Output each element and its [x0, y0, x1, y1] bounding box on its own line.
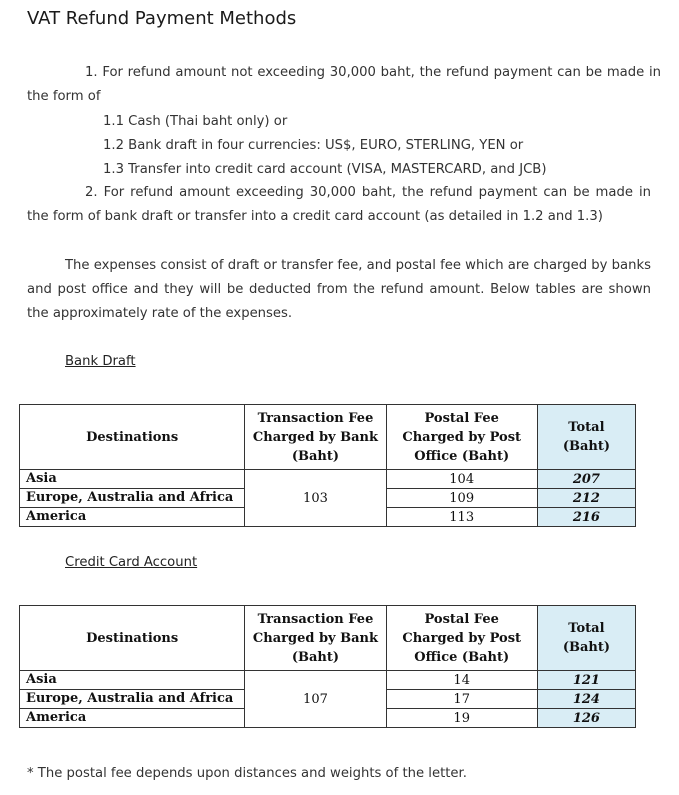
- paragraph-2: 2. For refund amount exceeding 30,000 baht, the refund payment can be made in the form of bank draft or transfer into a credit card account (as detailed in 1.2 and 1.3): [27, 185, 651, 224]
- table-row: [20, 671, 636, 690]
- header-postal-fee: Postal Fee Charged by Post Office (Baht): [386, 405, 537, 470]
- credit-card-table: [19, 605, 636, 728]
- destination-cell: Asia: [20, 470, 245, 489]
- header-destinations: Destinations: [20, 405, 245, 470]
- postal-fee-cell: 109: [386, 489, 537, 508]
- postal-fee-cell: 14: [386, 671, 537, 690]
- postal-fee-cell: 113: [386, 508, 537, 527]
- footnote: * The postal fee depends upon distances and weights of the letter.: [27, 766, 467, 781]
- total-cell: 124: [537, 690, 635, 709]
- postal-fee-cell: 19: [386, 709, 537, 728]
- postal-fee-cell: 17: [386, 690, 537, 709]
- postal-fee-cell: 104: [386, 470, 537, 489]
- total-cell: 216: [537, 508, 635, 527]
- header-postal-fee: Postal Fee Charged by Post Office (Baht): [386, 606, 537, 671]
- table-header-row: [20, 405, 636, 470]
- destination-cell: Europe, Australia and Africa: [20, 489, 245, 508]
- section-label-credit-card: Credit Card Account: [65, 555, 198, 570]
- total-cell: 207: [537, 470, 635, 489]
- bank-fee-cell: 107: [245, 671, 386, 728]
- bank-fee-cell: 103: [245, 470, 386, 527]
- total-cell: 121: [537, 671, 635, 690]
- paragraph-1: 1. For refund amount not exceeding 30,000 baht, the refund payment can be made in the form of: [27, 65, 661, 104]
- destination-cell: Asia: [20, 671, 245, 690]
- header-bank-fee: Transaction Fee Charged by Bank (Baht): [245, 606, 386, 671]
- list-item-1-3: 1.3 Transfer into credit card account (VISA, MASTERCARD, and JCB): [103, 162, 547, 177]
- list-item-1-2: 1.2 Bank draft in four currencies: US$, EURO, STERLING, YEN or: [103, 138, 524, 153]
- paragraph-expenses: The expenses consist of draft or transfer fee, and postal fee which are charged by banks and post office and they will be deducted from the refund amount. Below tables are shown the approximately rate of the expenses.: [27, 258, 651, 321]
- destination-cell: Europe, Australia and Africa: [20, 690, 245, 709]
- table-header-row: [20, 606, 636, 671]
- page-title: VAT Refund Payment Methods: [27, 8, 297, 29]
- header-bank-fee: Transaction Fee Charged by Bank (Baht): [245, 405, 386, 470]
- destination-cell: America: [20, 508, 245, 527]
- section-label-bank-draft: Bank Draft: [65, 354, 136, 369]
- total-cell: 126: [537, 709, 635, 728]
- list-item-1-1: 1.1 Cash (Thai baht only) or: [103, 114, 288, 129]
- header-total: Total (Baht): [537, 405, 635, 470]
- total-cell: 212: [537, 489, 635, 508]
- destination-cell: America: [20, 709, 245, 728]
- header-total: Total (Baht): [537, 606, 635, 671]
- bank-draft-table: [19, 404, 636, 527]
- table-row: [20, 470, 636, 489]
- header-destinations: Destinations: [20, 606, 245, 671]
